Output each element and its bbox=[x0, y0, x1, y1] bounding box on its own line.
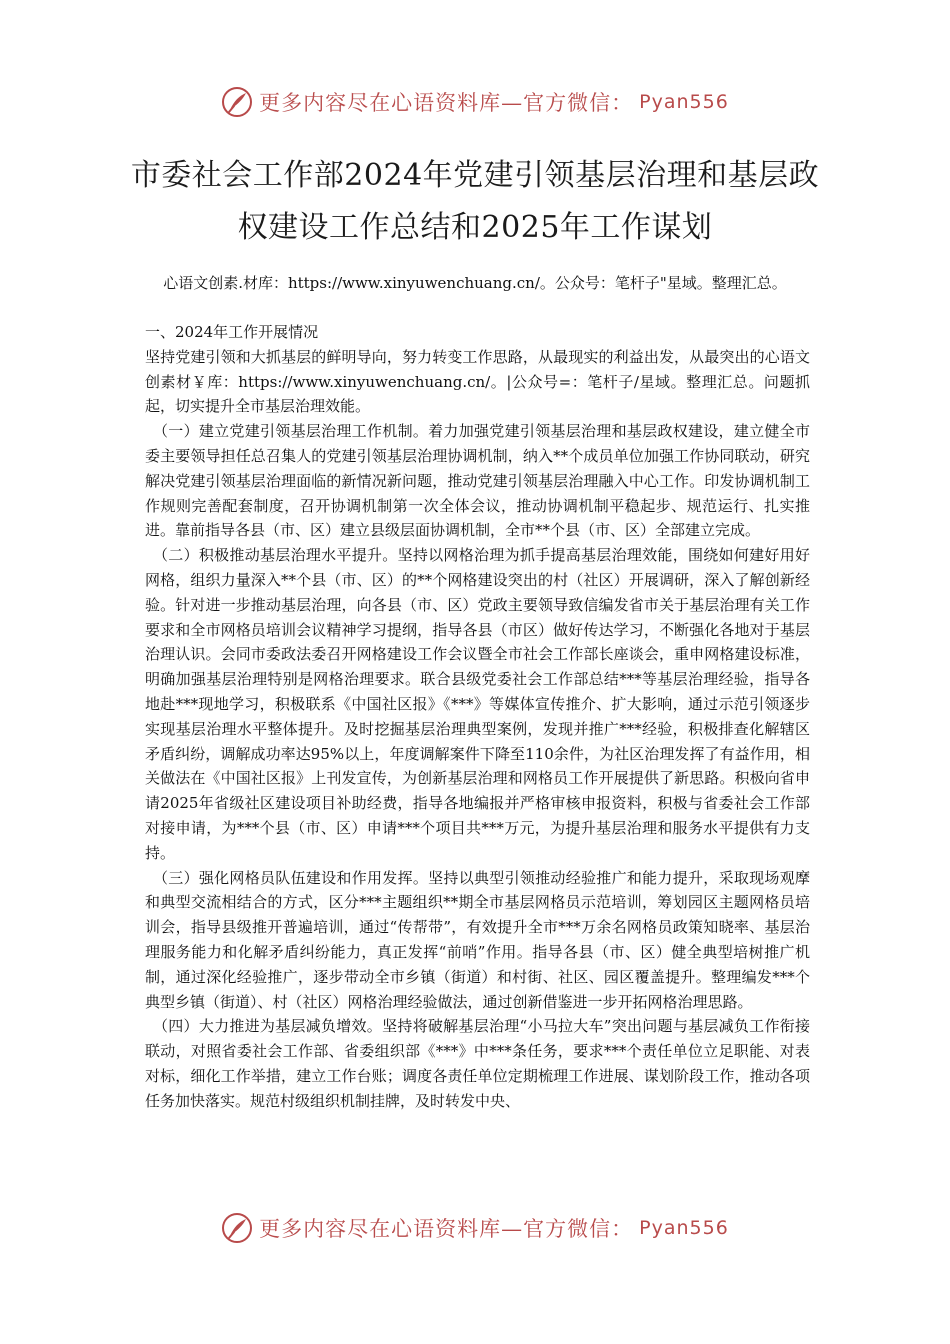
body-paragraph: （二）积极推动基层治理水平提升。坚持以网格治理为抓手提高基层治理效能，围绕如何建好用好网格，组织力量深入**个县（市、区）的**个网格建设突出的村（社区）开展调研，深入了解创新经验。针对进一步推动基层治理，向各县（市、区）党政主要领导致信编发省市关于基层治理有关工作要求和全市网格员培训会议精神学习提纲，指导各县（市区）做好传达学习，不断强化各地对于基层治理认识。会同市委政法委召开网格建设工作会议暨全市社会工作部长座谈会，重申网格建设标准，明确加强基层治理特别是网格治理要求。联合县级党委社会工作部总结***等基层治理经验，指导各地赴***现地学习，积极联系《中国社区报》《***》等媒体宣传推介、扩大影响，通过示范引领逐步实现基层治理水平整体提升。及时挖掘基层治理典型案例，发现并推广***经验，积极排查化解辖区矛盾纠纷，调解成功率达95%以上，年度调解案件下降至110余件，为社区治理发挥了有益作用，相关做法在《中国社区报》上刊发宣传，为创新基层治理和网格员工作开展提供了新思路。积极向省申请2025年省级社区建设项目补助经费，指导各地编报并严格审核申报资料，积极与省委社会工作部对接申请，为***个县（市、区）申请***个项目共***万元，为提升基层治理和服务水平提供有力支持。 bbox=[145, 546, 810, 862]
intro-paragraph: 坚持党建引领和大抓基层的鲜明导向，努力转变工作思路，从最现实的利益出发，从最突出的心语文创素材￥库：https://www.xinyuwenchuang.cn/。|公众号=：笔杆子/星域。整理汇总。问题抓起，切实提升全市基层治理效能。 bbox=[145, 347, 810, 416]
document-body bbox=[145, 320, 810, 1114]
body-paragraph: （四）大力推进为基层减负增效。坚持将破解基层治理“小马拉大车”突出问题与基层减负工作衔接联动，对照省委社会工作部、省委组织部《***》中***条任务，要求***个责任单位立足职能、对表对标，细化工作举措，建立工作台账；调度各责任单位定期梳理工作进展、谋划阶段工作，推动各项任务加快落实。规范村级组织机制挂牌，及时转发中央、 bbox=[145, 1017, 810, 1110]
body-paragraph: （三）强化网格员队伍建设和作用发挥。坚持以典型引领推动经验推广和能力提升，采取现场观摩和典型交流相结合的方式，区分***主题组织**期全市基层网格员示范培训，筹划园区主题网格员培训会，指导县级推开普遍培训，通过“传帮带”，有效提升全市***万余名网格员政策知晓率、基层治理服务能力和化解矛盾纠纷能力，真正发挥“前哨”作用。指导各县（市、区）健全典型培树推广机制，通过深化经验推广，逐步带动全市乡镇（街道）和村街、社区、园区覆盖提升。整理编发***个典型乡镇（街道）、村（社区）网格治理经验做法，通过创新借鉴进一步开拓网格治理思路。 bbox=[145, 868, 810, 1011]
quill-logo-icon bbox=[221, 86, 253, 118]
document-title: 市委社会工作部2024年党建引领基层治理和基层政权建设工作总结和2025年工作谋划 bbox=[130, 158, 820, 245]
footer-watermark-banner bbox=[0, 1212, 950, 1244]
banner-text: 更多内容尽在心语资料库—官方微信： bbox=[259, 91, 634, 115]
banner-wechat-handle: Pyan556 bbox=[639, 1217, 729, 1239]
section-heading: 一、2024年工作开展情况 bbox=[145, 323, 319, 341]
banner-wechat-handle: Pyan556 bbox=[639, 91, 729, 113]
header-watermark-banner bbox=[0, 86, 950, 118]
source-line: 心语文创素.材库：https://www.xinyuwenchuang.cn/。公众号：笔杆子"星域。整理汇总。 bbox=[163, 274, 787, 292]
quill-logo-icon bbox=[221, 1212, 253, 1244]
banner-text: 更多内容尽在心语资料库—官方微信： bbox=[259, 1217, 634, 1241]
body-paragraph: （一）建立党建引领基层治理工作机制。着力加强党建引领基层治理和基层政权建设，建立健全市委主要领导担任总召集人的党建引领基层治理协调机制，纳入**个成员单位加强工作协同联动，研究解决党建引领基层治理面临的新情况新问题，推动党建引领基层治理融入中心工作。印发协调机制工作规则完善配套制度，召开协调机制第一次全体会议，推动协调机制平稳起步、规范运行、扎实推进。靠前指导各县（市、区）建立县级层面协调机制，全市**个县（市、区）全部建立完成。 bbox=[145, 422, 810, 540]
